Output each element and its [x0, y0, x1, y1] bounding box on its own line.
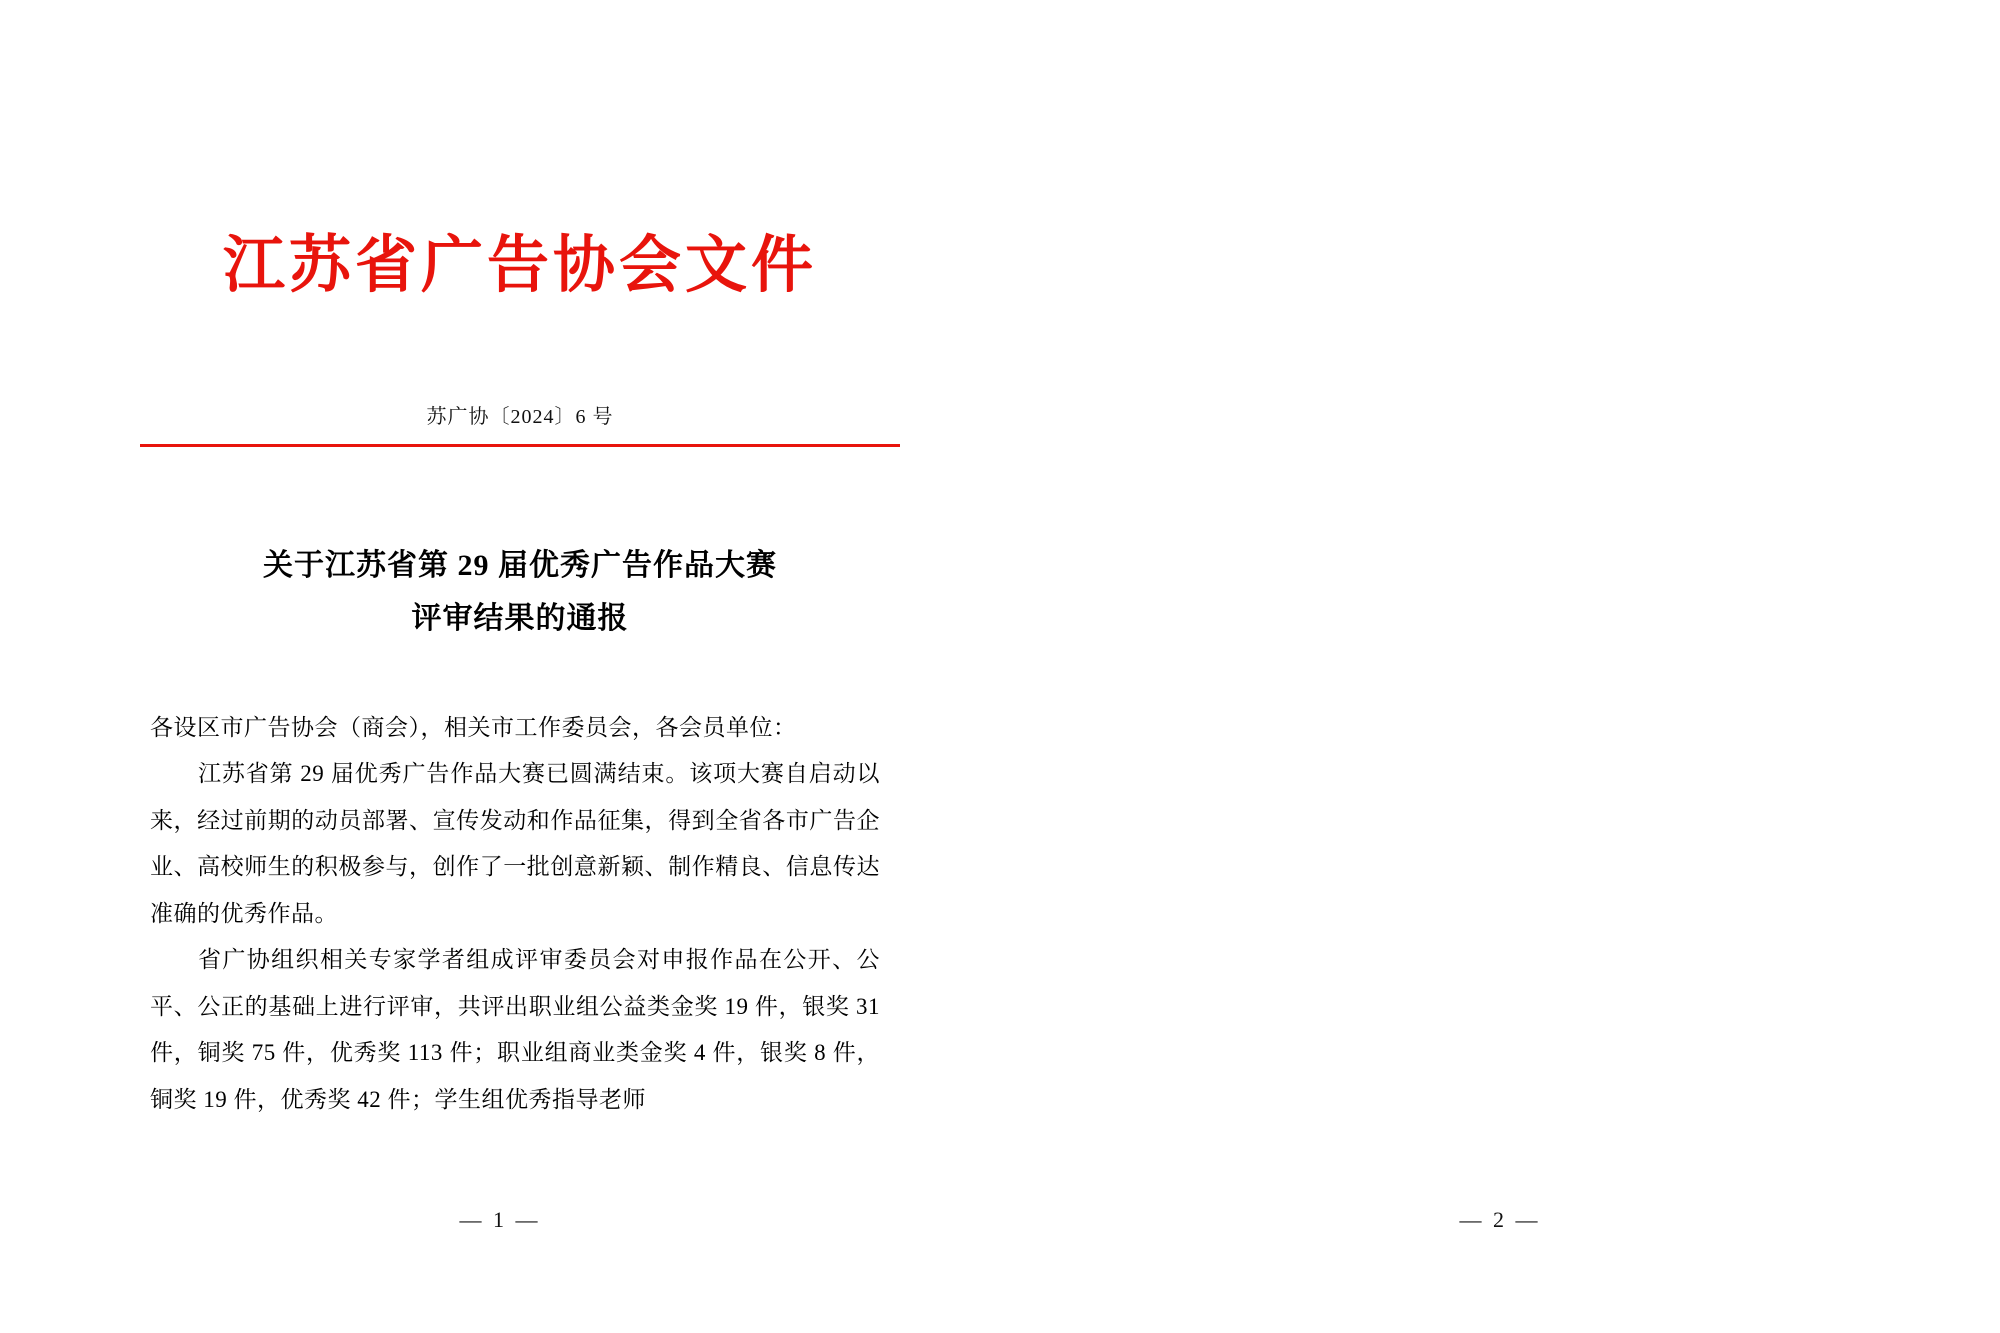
document-number: 苏广协〔2024〕6 号: [426, 406, 614, 428]
body-text-page-1: [150, 705, 880, 1123]
subject-line-2: 评审结果的通报: [411, 601, 629, 635]
folio-page-2: — 2 —: [1459, 1207, 1541, 1232]
folio-page-1: — 1 —: [459, 1207, 541, 1232]
organization-title: 江苏省广告协会文件: [222, 228, 817, 301]
salutation: 各设区市广告协会（商会），相关市工作委员会，各会员单位：: [150, 715, 797, 740]
red-divider-rule: [140, 444, 900, 447]
paragraph-2: 省广协组织相关专家学者组成评审委员会对申报作品在公开、公平、公正的基础上进行评审，共评出职业组公益类金奖 19 件，银奖 31 件，铜奖 75 件，优秀奖 113 件；职业组商业类金奖 4 件，银奖 8 件，铜奖 19 件，优秀奖 42 件；学生组优秀指导老师: [150, 947, 880, 1112]
subject-line-1: 关于江苏省第 29 届优秀广告作品大赛: [263, 549, 777, 582]
page-title: [150, 540, 890, 645]
paragraph-1: 江苏省第 29 届优秀广告作品大赛已圆满结束。该项大赛自启动以来，经过前期的动员部署、宣传发动和作品征集，得到全省各市广告企业、高校师生的积极参与，创作了一批创意新颖、制作精良、信息传达准确的优秀作品。: [150, 761, 880, 926]
document-page-2: [1000, 0, 2000, 1333]
